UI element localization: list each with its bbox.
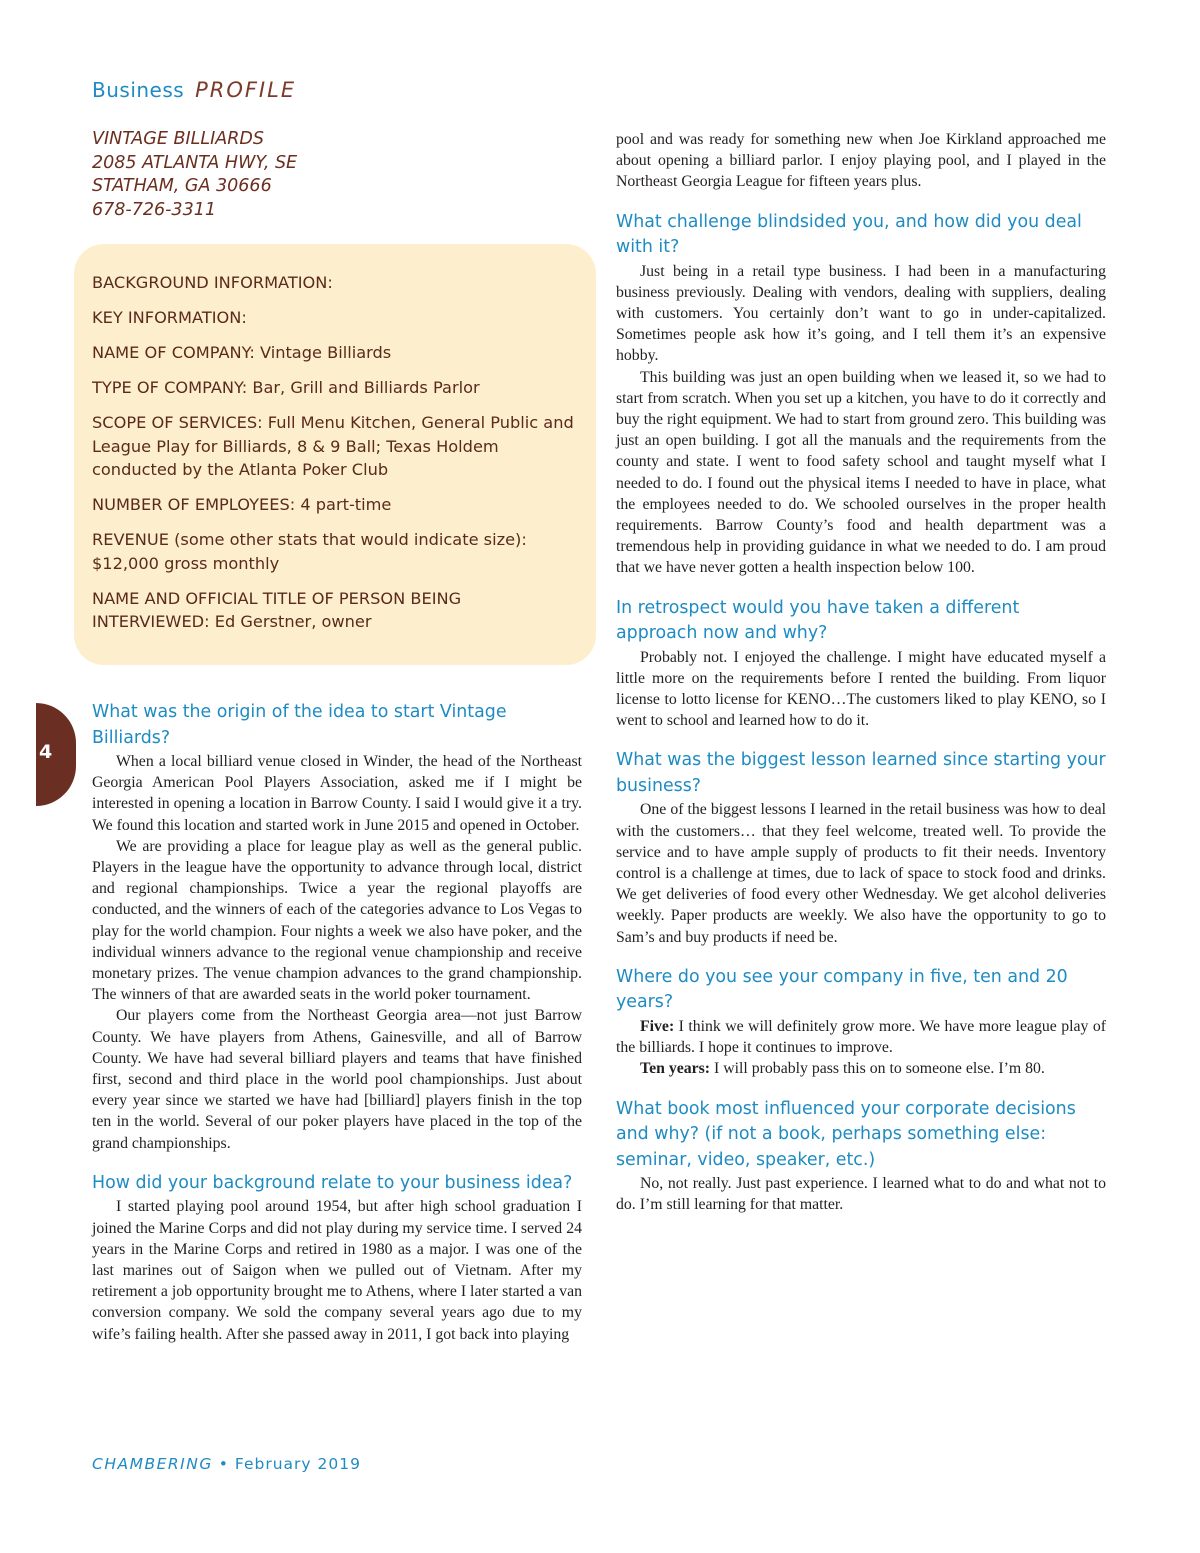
- question-book: What book most influenced your corporate decisions and why? (if not a book, perhaps something else: seminar, video, speaker, etc.): [616, 1098, 1076, 1170]
- page-footer: [92, 1455, 361, 1473]
- question-lesson: What was the biggest lesson learned since starting your business?: [616, 750, 1106, 796]
- address-city: STATHAM, GA 30666: [92, 176, 272, 196]
- question-future: Where do you see your company in five, ten and 20 years?: [616, 966, 1068, 1013]
- answer-paragraph: Our players come from the Northeast Georgia area—not just Barrow County. We have players from Athens, Gainesville, and all of Barrow County. We have had several billiard players and teams that have finished first, second and third place in the world pool championships. Just about every year since we started we have had [billiard] players finish in the top ten in the world. Several of our poker players have placed in the top of the grand championships.: [92, 1007, 582, 1152]
- question-origin: What was the origin of the idea to start Vintage Billiards?: [92, 702, 507, 748]
- header-profile: PROFILE: [195, 78, 297, 102]
- answer-paragraph: Probably not. I enjoyed the challenge. I might have educated myself a little more on the requirements before I rented the building. From liquor license to lotto license for KENO…The customers liked to play KENO, so I went to school and learned how to do it.: [616, 648, 1106, 730]
- info-key: KEY INFORMATION:: [92, 308, 247, 327]
- answer-paragraph: [616, 1058, 1106, 1079]
- info-company-type: TYPE OF COMPANY: Bar, Grill and Billiards Parlor: [92, 378, 480, 397]
- info-revenue: REVENUE (some other stats that would indicate size): $12,000 gross monthly: [92, 530, 527, 573]
- left-column: [92, 700, 582, 1345]
- answer-paragraph: No, not really. Just past experience. I learned what to do and what not to do. I’m still learning for that matter.: [616, 1175, 1106, 1214]
- info-company-name: NAME OF COMPANY: Vintage Billiards: [92, 343, 392, 362]
- answer-paragraph: We are providing a place for league play as well as the general public. Players in the league have the opportunity to advance through local, district and regional championships. Twice a year the regional playoffs are conducted, and the winners of each of the categories advance to Los Vegas to play for the world champion. Four nights a week we also have poker, and the individual winners advance to the regional venue championship and receive monetary prizes. The venue champion advances to the grand championship. The winners of that are awarded seats in the world poker tournament.: [92, 837, 582, 1004]
- header-business: Business: [92, 78, 185, 102]
- address-street: 2085 ATLANTA HWY, SE: [92, 152, 298, 173]
- info-scope: SCOPE OF SERVICES: Full Menu Kitchen, General Public and League Play for Billiards, 8 & 9 Ball; Texas Holdem conducted by the Atlanta Poker Club: [92, 413, 574, 479]
- address-company: VINTAGE BILLIARDS: [92, 129, 265, 149]
- footer-date: February 2019: [234, 1455, 361, 1473]
- footer-brand: CHAMBERING: [92, 1455, 213, 1473]
- info-employees: NUMBER OF EMPLOYEES: 4 part-time: [92, 495, 392, 514]
- answer-paragraph: When a local billiard venue closed in Winder, the head of the Northeast Georgia American Pool Players Association, asked me if I might be interested in opening a location in Barrow County. I said I would give it a try. We found this location and started work in June 2015 and opened in October.: [92, 753, 582, 834]
- right-column: [616, 129, 1106, 1215]
- ten-text: I will probably pass this on to someone else. I’m 80.: [710, 1060, 1045, 1078]
- answer-paragraph: Just being in a retail type business. I had been in a manufacturing business previously. Dealing with vendors, dealing with suppliers, dealing with customers. You certainly don’t want to go in under-capitalized. Sometimes people ask how it’s going, and I tell them it’s an expensive hobby.: [616, 262, 1106, 365]
- section-header: [92, 78, 296, 102]
- page-number: 4: [39, 741, 53, 763]
- answer-paragraph: I started playing pool around 1954, but after high school graduation I joined the Marine Corps and did not play during my service time. I served 24 years in the Marine Corps and retired in 1980 as a major. I was one of the last marines out of Saigon when we pulled out of Vietnam. After my retirement a job opportunity brought me to Athens, where I later started a van conversion company. We sold the company several years ago due to my wife’s failing health. After she passed away in 2011, I got back into playing: [92, 1198, 582, 1343]
- question-background: How did your background relate to your business idea?: [92, 1172, 573, 1193]
- key-information-box: [74, 244, 596, 665]
- page-number-tab: [36, 703, 76, 806]
- info-interviewee: NAME AND OFFICIAL TITLE OF PERSON BEING INTERVIEWED: Ed Gerstner, owner: [92, 588, 462, 631]
- five-label: Five:: [640, 1017, 675, 1035]
- footer-separator: •: [218, 1455, 229, 1473]
- continued-paragraph: pool and was ready for something new when Joe Kirkland approached me about opening a billiard parlor. I enjoy playing pool, and I played in the Northeast Georgia League for fifteen years plus.: [616, 131, 1106, 191]
- question-challenge: What challenge blindsided you, and how did you deal with it?: [616, 211, 1082, 258]
- answer-paragraph: [616, 1016, 1106, 1058]
- ten-label: Ten years:: [640, 1060, 711, 1078]
- company-address: [92, 128, 297, 222]
- info-background: BACKGROUND INFORMATION:: [92, 273, 333, 292]
- question-retrospect: In retrospect would you have taken a different approach now and why?: [616, 597, 1020, 644]
- five-text: I think we will definitely grow more. We have more league play of the billiards. I hope it continues to improve.: [616, 1017, 1106, 1057]
- answer-paragraph: This building was just an open building when we leased it, so we had to start from scratch. When you set up a kitchen, you have to do it correctly and buy the right equipment. We had to start from ground zero. This building was just an open building. I got all the manuals and the requirements from the county and state. I went to food safety school and taught myself what I needed to do. I found out the physical items I needed to have in place, what the employees needed to do. We schooled ourselves in the proper health requirements. Barrow County’s food and health department was a tremendous help in providing guidance in what we needed to do. I am proud that we have never gotten a health inspection below 100.: [616, 368, 1106, 577]
- answer-paragraph: One of the biggest lessons I learned in the retail business was how to deal with the customers… that they feel welcome, treated well. To provide the service and to have ample supply of products to fit their needs. Inventory control is a challenge at times, due to lack of space to stock food and drinks. We get deliveries of food every other Wednesday. We get alcohol deliveries weekly. Paper products are weekly. We also have the opportunity to go to Sam’s and buy products if need be.: [616, 801, 1106, 946]
- address-phone: 678-726-3311: [92, 199, 216, 220]
